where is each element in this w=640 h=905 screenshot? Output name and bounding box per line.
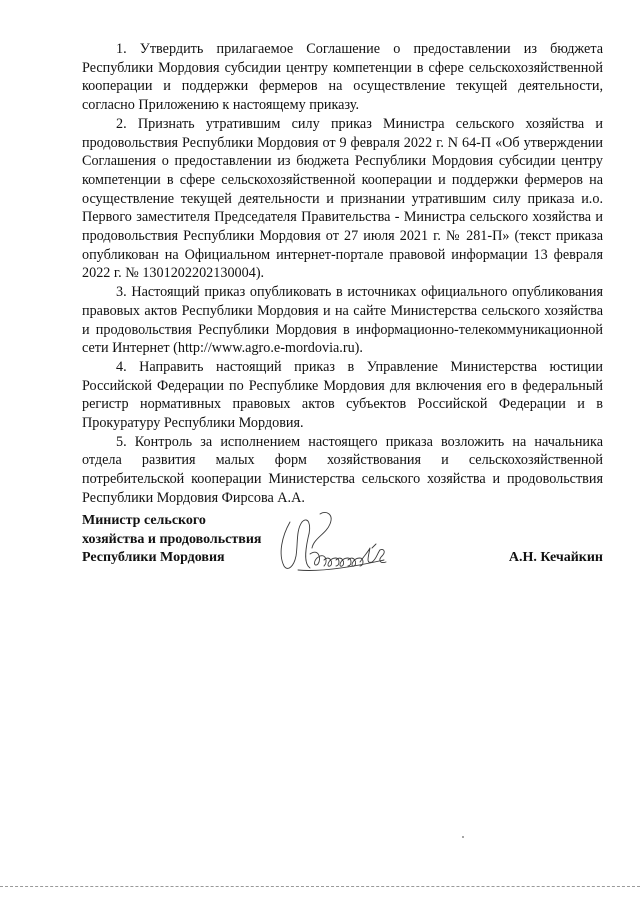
handwritten-signature [268, 508, 398, 578]
page-bottom-edge [0, 886, 640, 887]
signature-block [82, 512, 603, 592]
order-body [82, 40, 603, 508]
signatory-name: А.Н. Кечайкин [508, 550, 603, 565]
paragraph-5: 5. Контроль за исполнением настоящего приказа возложить на начальника отдела развития малых форм хозяйствования и сельскохозяйственной потребительской кооперации Министерства сельского хозяйства и продовольствия Республики Мордовия Фирсова А.А. [82, 433, 603, 506]
signatory-title-line: Министр сельского [82, 513, 206, 528]
paragraph-2: 2. Признать утратившим силу приказ Министра сельского хозяйства и продовольствия Республики Мордовия от 9 февраля 2022 г. N 64-П «Об утверждении Соглашения о предоставлении из бюджета Республики Мордовия субсидии центру компетенции в сфере сельскохозяйственной кооперации и поддержки фермеров на осуществление текущей деятельности и признании утратившим силу приказа и.о. Первого заместителя Председателя Правительства - Министра сельского хозяйства и продовольствия Республики Мордовия от 27 июля 2021 г. № 281-П» (текст приказа опубликован на Официальном интернет-портале правовой информации 13 февраля 2022 г. № 1301202202130004). [82, 115, 603, 282]
signatory-title-line: Республики Мордовия [82, 550, 225, 566]
paragraph-3: 3. Настоящий приказ опубликовать в источниках официального опубликования правовых актов Республики Мордовия и на сайте Министерства сельского хозяйства и продовольствия Республики Мордовия в информационно-телекоммуникационной сети Интернет (http://www.agro.e-mordovia.ru). [82, 284, 603, 357]
paragraph-4: 4. Направить настоящий приказ в Управление Министерства юстиции Российской Федерации по Республике Мордовия для включения его в федеральный регистр нормативных правовых актов субъектов Российской Федерации и в Прокуратуру Республики Мордовия. [82, 358, 603, 432]
scan-speck [462, 836, 464, 838]
signatory-title-line: хозяйства и продовольствия [82, 531, 262, 547]
signatory-title [82, 512, 261, 568]
paragraph-1: 1. Утвердить прилагаемое Соглашение о предоставлении из бюджета Республики Мордовия субсидии центру компетенции в сфере сельскохозяйственной кооперации и поддержки фермеров на осуществление текущей деятельности, согласно Приложению к настоящему приказу. [82, 41, 603, 114]
